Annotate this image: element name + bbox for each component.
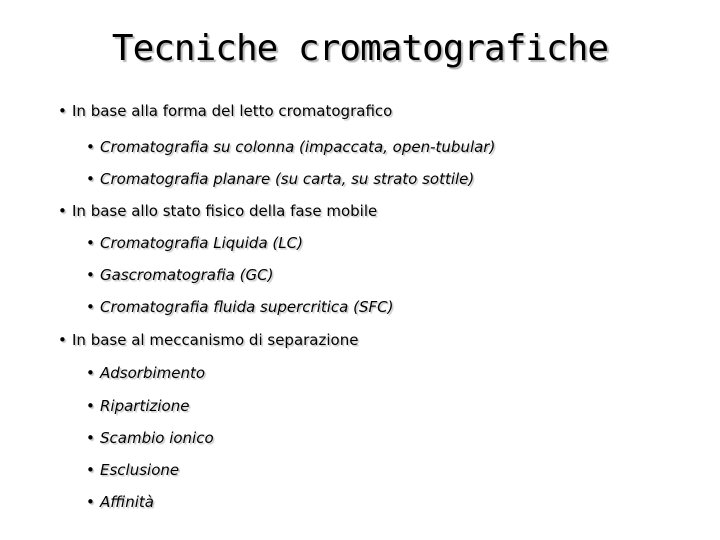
bullet-icon: •: [58, 102, 67, 120]
bullet-icon: •: [86, 364, 95, 382]
bullet-icon: •: [86, 397, 95, 415]
bullet-icon: •: [86, 493, 95, 511]
bullet-icon: •: [86, 170, 95, 188]
list-item: [86, 266, 273, 284]
list-item-text: Ripartizione: [100, 397, 190, 415]
list-item: [86, 138, 495, 156]
bullet-icon: •: [86, 266, 95, 284]
section-heading-shape: [58, 102, 392, 120]
slide-title: Tecniche cromatografiche: [111, 28, 609, 69]
list-item: [86, 298, 393, 316]
bullet-icon: •: [58, 331, 67, 349]
bullet-icon: •: [58, 202, 67, 220]
list-item-text: Scambio ionico: [100, 429, 214, 447]
list-item-text: Affinità: [100, 493, 155, 511]
list-item-text: Gascromatografia (GC): [100, 266, 274, 284]
list-item: [86, 170, 474, 188]
list-item: [86, 364, 205, 382]
bullet-icon: •: [86, 429, 95, 447]
section-heading-text: In base alla forma del letto cromatografico: [72, 102, 393, 120]
section-heading-state: [58, 202, 377, 220]
list-item: [86, 461, 179, 479]
list-item: [86, 397, 189, 415]
bullet-icon: •: [86, 234, 95, 252]
list-item-text: Esclusione: [100, 461, 180, 479]
bullet-icon: •: [86, 461, 95, 479]
section-heading-text: In base al meccanismo di separazione: [72, 331, 359, 349]
list-item: [86, 234, 303, 252]
section-heading-mechanism: [58, 331, 358, 349]
list-item-text: Adsorbimento: [100, 364, 206, 382]
list-item: [86, 493, 154, 511]
section-heading-text: In base allo stato fisico della fase mobile: [72, 202, 378, 220]
list-item: [86, 429, 214, 447]
list-item-text: Cromatografia Liquida (LC): [100, 234, 303, 252]
list-item-text: Cromatografia fluida supercritica (SFC): [100, 298, 394, 316]
list-item-text: Cromatografia planare (su carta, su strato sottile): [100, 170, 475, 188]
list-item-text: Cromatografia su colonna (impaccata, open-tubular): [100, 138, 496, 156]
bullet-icon: •: [86, 298, 95, 316]
bullet-icon: •: [86, 138, 95, 156]
